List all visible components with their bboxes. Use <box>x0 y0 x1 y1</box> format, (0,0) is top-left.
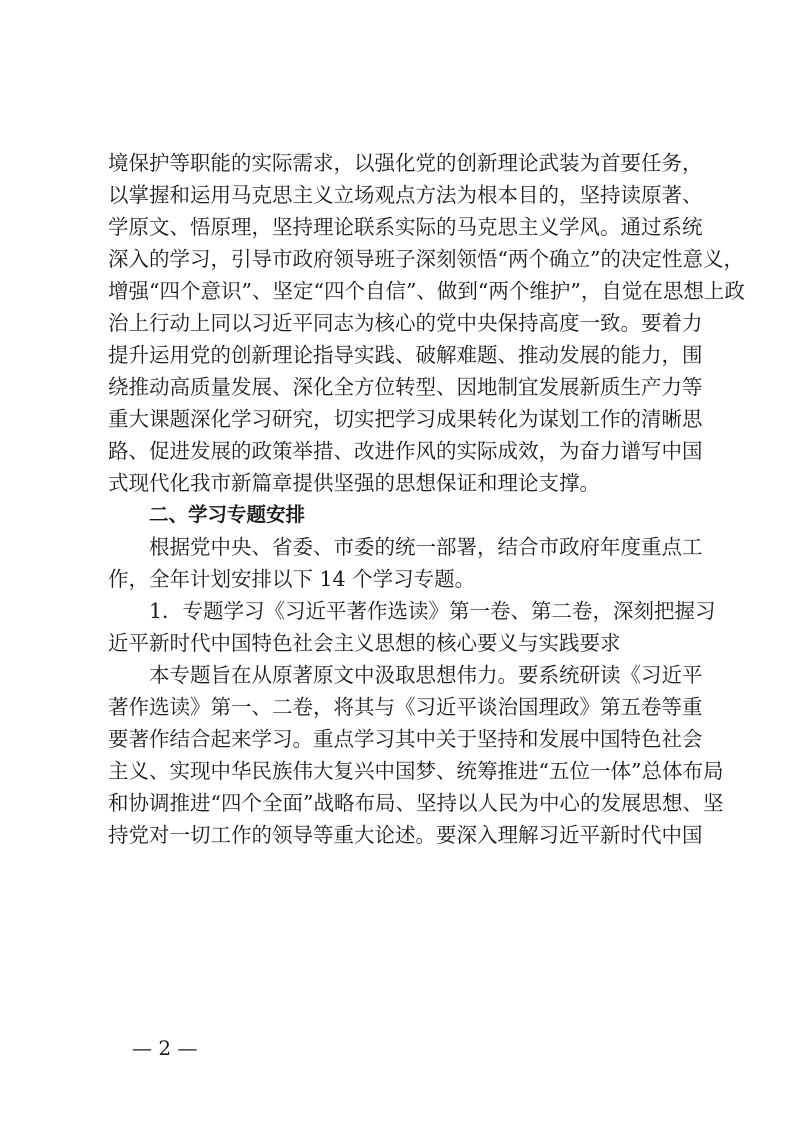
text-line: 学原文、悟原理，坚持理论联系实际的马克思主义学风。通过系统 <box>108 215 703 239</box>
text-line: 深入的学习，引导市政府领导班子深刻领悟“两个确立”的决定性意义， <box>108 247 744 271</box>
text-line: 重大课题深化学习研究，切实把学习成果转化为谋划工作的清晰思 <box>108 407 703 431</box>
text-line: 路、促进发展的政策举措、改进作风的实际成效，为奋力谱写中国 <box>108 439 703 463</box>
text-line: 主义、实现中华民族伟大复兴中国梦、统筹推进“五位一体”总体布局 <box>108 759 724 783</box>
text-line: 著作选读》第一、二卷，将其与《习近平谈治国理政》第五卷等重 <box>108 695 703 719</box>
text-line: 绕推动高质量发展、深化全方位转型、因地制宜发展新质生产力等 <box>108 375 703 399</box>
text-line: 境保护等职能的实际需求，以强化党的创新理论武装为首要任务， <box>108 151 703 175</box>
text-line: 提升运用党的创新理论指导实践、破解难题、推动发展的能力，围 <box>108 343 703 367</box>
topic-title-line: 近平新时代中国特色社会主义思想的核心要义与实践要求 <box>108 631 621 655</box>
text-line: 以掌握和运用马克思主义立场观点方法为根本目的，坚持读原著、 <box>108 183 703 207</box>
text-line: 作，全年计划安排以下 14 个学习专题。 <box>108 567 476 591</box>
text-line: 根据党中央、省委、市委的统一部署，结合市政府年度重点工 <box>149 535 703 559</box>
text-line: 持党对一切工作的领导等重大论述。要深入理解习近平新时代中国 <box>108 823 703 847</box>
topic-title-line: 1．专题学习《习近平著作选读》第一卷、第二卷，深刻把握习 <box>149 599 716 623</box>
text-line: 本专题旨在从原著原文中汲取思想伟力。要系统研读《习近平 <box>149 663 703 687</box>
text-line: 式现代化我市新篇章提供坚强的思想保证和理论支撑。 <box>108 471 600 495</box>
section-heading: 二、学习专题安排 <box>149 503 306 526</box>
page-number: — 2 — <box>132 1036 198 1060</box>
document-body <box>108 147 745 851</box>
text-line: 要著作结合起来学习。重点学习其中关于坚持和发展中国特色社会 <box>108 727 703 751</box>
text-line: 和协调推进“四个全面”战略布局、坚持以人民为中心的发展思想、坚 <box>108 791 724 815</box>
text-line: 增强“四个意识”、坚定“四个自信”、做到“两个维护”，自觉在思想上政 <box>108 279 745 303</box>
text-line: 治上行动上同以习近平同志为核心的党中央保持高度一致。要着力 <box>108 311 703 335</box>
